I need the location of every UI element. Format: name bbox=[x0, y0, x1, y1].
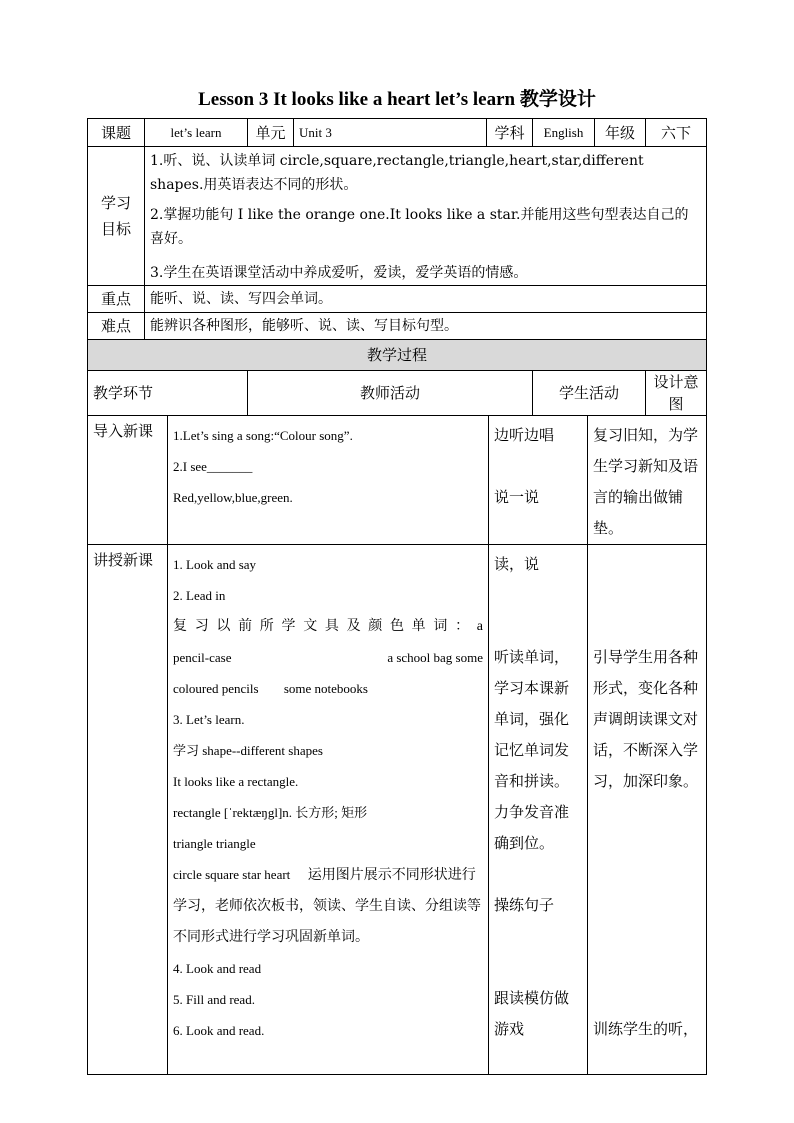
objective-3: 3.学生在英语课堂活动中养成爱听，爱读，爱学英语的情感。 bbox=[150, 265, 528, 281]
page-title: Lesson 3 It looks like a heart let’s learn 教学设计 bbox=[198, 89, 596, 110]
subject-value: English bbox=[533, 119, 595, 147]
intro-student-2: 说一说 bbox=[494, 488, 540, 506]
objective-2: 2.掌握功能句 I like the orange one.It looks like a star.并能用这些句型表达自己的喜好。 bbox=[150, 207, 689, 247]
process-header-row bbox=[88, 340, 707, 371]
difficult-point-text: 能辨识各种图形，能够听、说、读、写目标句型。 bbox=[145, 313, 707, 340]
new-teacher-9: 学习 shape--different shapes bbox=[173, 743, 323, 758]
new-teacher-3: 复习以前所学文具及颜色单词：a bbox=[173, 619, 483, 634]
new-teacher-12: triangle triangle bbox=[173, 836, 256, 851]
grade-value: 六下 bbox=[646, 119, 707, 147]
col-student: 学生活动 bbox=[533, 371, 646, 416]
new-student-2: 听读单词，学习本课新单词，强化记忆单词发音和拼读。力争发音准确到位。 bbox=[494, 648, 570, 852]
new-teacher-8: 3. Let’s learn. bbox=[173, 712, 245, 727]
new-teacher-17: 6. Look and read. bbox=[173, 1023, 265, 1038]
objective-1: 1.听、说、认读单词 circle,square,rectangle,triangle,heart,star,different shapes.用英语表达不同的形状。 bbox=[150, 153, 644, 193]
intro-stage: 导入新课 bbox=[88, 416, 168, 545]
process-header: 教学过程 bbox=[88, 340, 707, 371]
new-teacher-7: some notebooks bbox=[283, 681, 368, 696]
new-teacher-14: 运用图片展示不同形状进行学习，老师依次板书，领读、学生自读、分组读等不同形式进行学习巩固新单词。 bbox=[173, 868, 481, 945]
new-intent-1: 引导学生用各种形式，变化各种声调朗读课文对话，不断深入学习，加深印象。 bbox=[593, 648, 699, 790]
new-student-4: 跟读模仿做游戏 bbox=[494, 989, 570, 1038]
new-intent-2: 训练学生的听， bbox=[593, 1020, 699, 1038]
difficult-point-label: 难点 bbox=[88, 313, 145, 340]
new-teacher-6: coloured pencils bbox=[173, 681, 259, 696]
intro-teacher-1: 1.Let’s sing a song:“Colour song”. bbox=[173, 428, 353, 443]
new-teacher-15: 4. Look and read bbox=[173, 961, 262, 976]
objectives-label: 学习目标 bbox=[88, 147, 145, 286]
unit-label: 单元 bbox=[248, 119, 294, 147]
key-point-label: 重点 bbox=[88, 286, 145, 313]
topic-label: 课题 bbox=[88, 119, 145, 147]
difficult-point-row bbox=[88, 313, 707, 340]
header-row bbox=[88, 119, 707, 147]
col-teacher: 教师活动 bbox=[248, 371, 533, 416]
new-student-3: 操练句子 bbox=[494, 896, 555, 914]
new-stage: 讲授新课 bbox=[88, 545, 168, 1075]
lesson-plan-table bbox=[87, 118, 706, 1075]
grade-label: 年级 bbox=[595, 119, 646, 147]
intro-row bbox=[88, 416, 707, 545]
intro-teacher-2: 2.I see_______ bbox=[173, 459, 253, 474]
new-teacher-11: rectangle [ˈrektæŋgl]n. 长方形; 矩形 bbox=[173, 805, 368, 820]
new-lesson-row bbox=[88, 545, 707, 1075]
intro-teacher-3: Red,yellow,blue,green. bbox=[173, 490, 293, 505]
new-teacher-10: It looks like a rectangle. bbox=[173, 774, 299, 789]
objectives-row bbox=[88, 147, 707, 286]
key-point-text: 能听、说、读、写四会单词。 bbox=[145, 286, 707, 313]
new-teacher-2: 2. Lead in bbox=[173, 588, 226, 603]
process-columns-row bbox=[88, 371, 707, 416]
topic-value: let’s learn bbox=[145, 119, 248, 147]
new-teacher-4: pencil-case bbox=[173, 650, 232, 665]
col-intent: 设计意图 bbox=[646, 371, 707, 416]
intro-student-1: 边听边唱 bbox=[494, 426, 555, 444]
col-stage: 教学环节 bbox=[88, 371, 248, 416]
new-student-1: 读，说 bbox=[494, 555, 540, 573]
new-teacher-5: a school bag some bbox=[387, 650, 483, 665]
unit-value: Unit 3 bbox=[294, 119, 487, 147]
intro-intent: 复习旧知，为学生学习新知及语言的输出做铺垫。 bbox=[588, 416, 707, 545]
new-teacher-1: 1. Look and say bbox=[173, 557, 257, 572]
subject-label: 学科 bbox=[487, 119, 533, 147]
new-teacher-16: 5. Fill and read. bbox=[173, 992, 255, 1007]
new-teacher-13: circle square star heart bbox=[173, 867, 291, 882]
key-point-row bbox=[88, 286, 707, 313]
